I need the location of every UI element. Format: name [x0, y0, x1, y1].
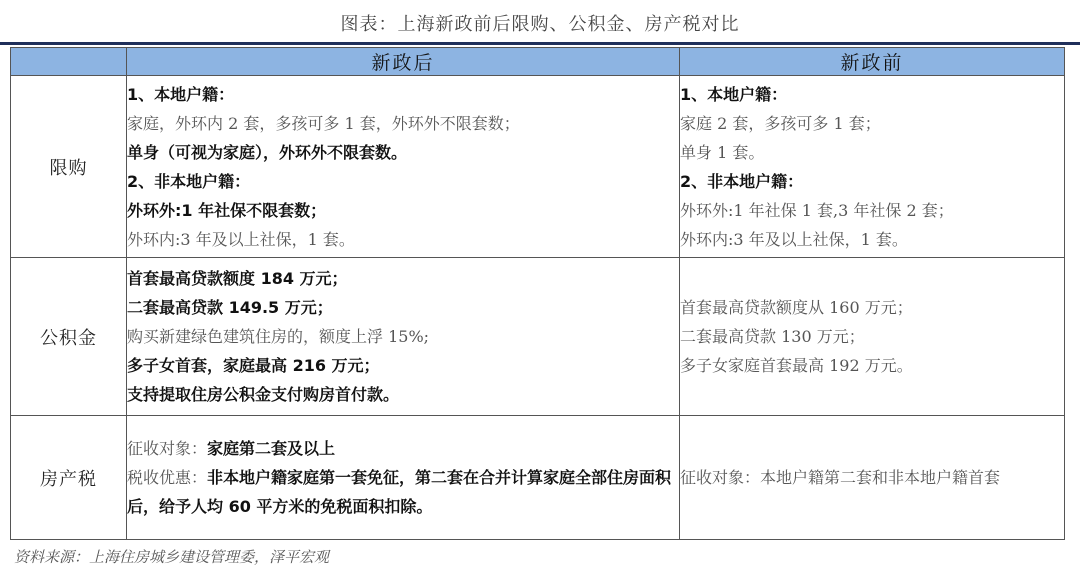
text-line: 购买新建绿色建筑住房的，额度上浮 15%; — [127, 327, 430, 346]
after-housing-fund — [127, 258, 680, 416]
header-row — [11, 48, 1065, 76]
text-segment: 家庭，外环内 2 套，多孩可多 1 套，外环外不限套数； — [127, 113, 520, 133]
text-line — [127, 463, 679, 521]
text-line — [127, 434, 679, 463]
text-line: 1、本地户籍： — [127, 84, 235, 104]
text-line: 多子女家庭首套最高 192 万元。 — [680, 356, 913, 375]
source-note: 资料来源：上海住房城乡建设管理委，泽平宏观 — [14, 548, 330, 566]
before-property-tax — [680, 416, 1065, 540]
text-line: 单身 1 套。 — [680, 142, 765, 162]
text-line: 二套最高贷款 149.5 万元； — [127, 298, 333, 317]
label-text: 税收优惠： — [127, 468, 208, 487]
header-before: 新政前 — [680, 48, 1065, 76]
value-text: 非本地户籍家庭第一套免征，第二套在合并计算家庭全部住房面积后，给予人均 60 平方米的免税面积扣除。 — [127, 468, 672, 516]
text-line: 首套最高贷款额度从 160 万元； — [680, 298, 913, 317]
text-line: 外环外:1 年社保 1 套,3 年社保 2 套； — [680, 200, 954, 220]
value-text: 家庭第二套及以上 — [207, 439, 336, 458]
comparison-table — [10, 47, 1065, 540]
text-line: 外环内:3 年及以上社保，1 套。 — [127, 229, 355, 249]
category-purchase-limit: 限购 — [11, 76, 127, 258]
text-line: 单身（可视为家庭），外环外不限套数。 — [127, 142, 408, 162]
header-blank — [11, 48, 127, 76]
category-housing-fund: 公积金 — [11, 258, 127, 416]
text-line: 2、非本地户籍： — [680, 171, 804, 191]
before-purchase-limit — [680, 76, 1065, 258]
text-line: 外环外:1 年社保不限套数； — [127, 200, 327, 220]
after-purchase-limit — [127, 76, 680, 258]
text-line — [127, 109, 679, 138]
title-rule — [0, 42, 1080, 45]
header-after: 新政后 — [127, 48, 680, 76]
category-property-tax: 房产税 — [11, 416, 127, 540]
text-line: 首套最高贷款额度 184 万元； — [127, 269, 348, 288]
text-line: 多子女首套，家庭最高 216 万元； — [127, 356, 380, 375]
text-line: 2、非本地户籍： — [127, 171, 251, 191]
text-line: 1、本地户籍： — [680, 84, 788, 104]
label-text: 征收对象： — [127, 439, 208, 458]
text-line: 征收对象：本地户籍第二套和非本地户籍首套 — [680, 468, 1001, 487]
text-line: 二套最高贷款 130 万元； — [680, 327, 865, 346]
text-line: 外环内:3 年及以上社保，1 套。 — [680, 229, 908, 249]
row-housing-fund — [11, 258, 1065, 416]
text-line: 家庭 2 套，多孩可多 1 套； — [680, 113, 881, 133]
row-property-tax — [11, 416, 1065, 540]
row-purchase-limit — [11, 76, 1065, 258]
table-title: 图表：上海新政前后限购、公积金、房产税对比 — [340, 14, 740, 35]
before-housing-fund — [680, 258, 1065, 416]
after-property-tax — [127, 416, 680, 540]
text-line: 支持提取住房公积金支付购房首付款。 — [127, 385, 400, 404]
